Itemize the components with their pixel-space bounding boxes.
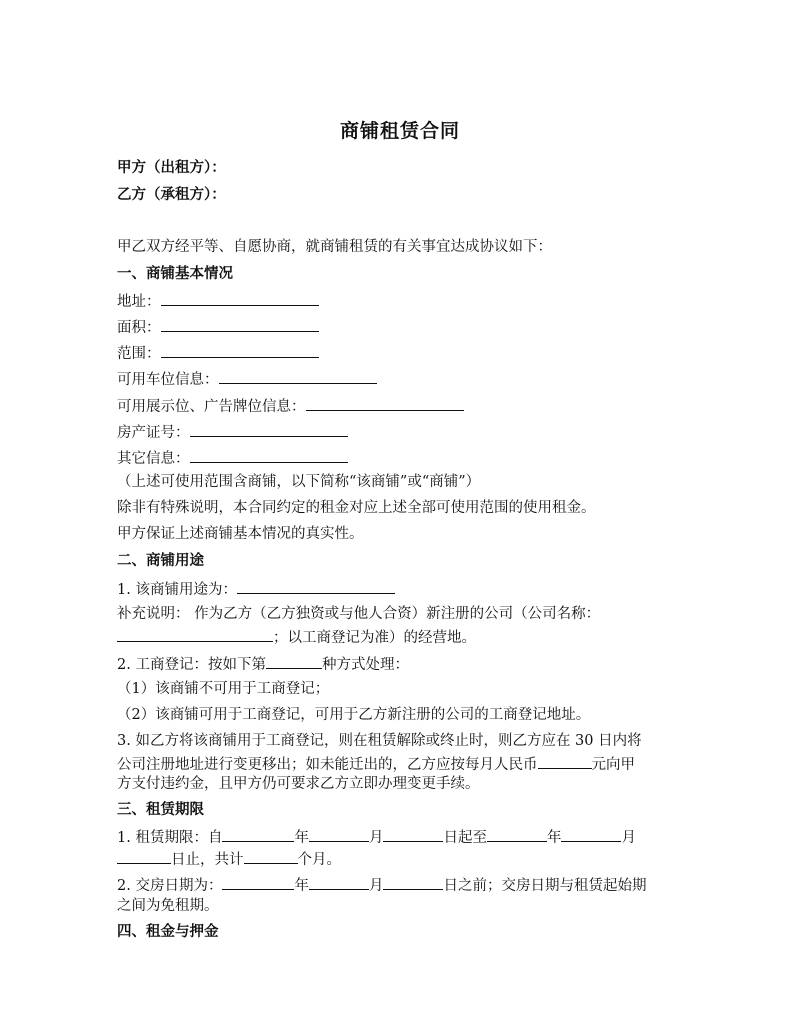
relocation-line-3: 方支付违约金，且甲方仍可要求乙方立即办理变更手续。 (117, 776, 480, 792)
display-label: 可用展示位、广告牌位信息： (117, 399, 306, 415)
delivery-line-1 (117, 874, 646, 896)
scope-note: （上述可使用范围含商铺，以下简称“该商铺”或“商铺”） (117, 474, 481, 490)
display-row (117, 395, 464, 417)
usage-blank[interactable] (237, 578, 395, 594)
intro-paragraph: 甲乙双方经平等、自愿协商，就商铺租赁的有关事宜达成协议如下： (117, 239, 552, 255)
address-blank[interactable] (161, 290, 319, 306)
relocation-text: 公司注册地址进行变更移出；如未能迁出的，乙方应按每月人民币 (117, 757, 538, 773)
party-b-label: 乙方（承租方）： (117, 186, 226, 203)
area-row (117, 316, 319, 338)
term-line-2 (117, 848, 341, 870)
parking-label: 可用车位信息： (117, 372, 219, 388)
address-label: 地址： (117, 294, 161, 310)
start-year-blank[interactable] (222, 826, 294, 842)
delivery-suffix: 日之前；交房日期与租赁起始期 (443, 878, 647, 894)
delivery-year-blank[interactable] (222, 874, 294, 890)
usage-label: 1. 该商铺用途为： (117, 582, 237, 598)
party-a-label: 甲方（出租方）： (117, 159, 226, 176)
delivery-month-blank[interactable] (309, 874, 369, 890)
registration-row (117, 653, 409, 675)
delivery-label: 2. 交房日期为： (117, 878, 223, 894)
area-blank[interactable] (161, 316, 319, 332)
registration-suffix: 种方式处理： (321, 657, 409, 673)
start-month-label: 月 (368, 830, 384, 846)
section-1-heading: 一、商铺基本情况 (117, 265, 233, 282)
section-3-heading: 三、租赁期限 (117, 801, 204, 818)
relocation-line-2 (117, 753, 635, 775)
delivery-day-blank[interactable] (383, 874, 443, 890)
section-2-heading: 二、商铺用途 (117, 552, 204, 569)
delivery-line-2: 之间为免租期。 (117, 898, 219, 914)
registration-option-2: （2）该商铺可用于工商登记，可用于乙方新注册的公司的工商登记地址。 (117, 707, 591, 723)
supplement-line-1: 补充说明： 作为乙方（乙方独资或与他人合资）新注册的公司（公司名称： (117, 606, 601, 622)
scope-blank[interactable] (161, 342, 319, 358)
start-day-blank[interactable] (383, 826, 443, 842)
supplement-suffix: ；以工商登记为准）的经营地。 (273, 630, 476, 646)
term-label: 1. 租赁期限：自 (117, 830, 223, 846)
penalty-amount-blank[interactable] (538, 753, 592, 769)
end-month-blank[interactable] (561, 826, 621, 842)
rent-note: 除非有特殊说明，本合同约定的租金对应上述全部可使用范围的使用租金。 (117, 500, 596, 516)
other-info-blank[interactable] (190, 447, 348, 463)
start-year-label: 年 (294, 830, 309, 846)
relocation-line-1: 3. 如乙方将该商铺用于工商登记，则在租赁解除或终止时，则乙方应在 30 日内将 (117, 733, 642, 749)
property-cert-row (117, 421, 348, 443)
registration-option-1: （1）该商铺不可用于工商登记； (117, 681, 330, 697)
scope-label: 范围： (117, 346, 161, 362)
term-line-1 (117, 826, 636, 848)
company-name-blank[interactable] (117, 626, 273, 642)
scope-row (117, 342, 319, 364)
end-year-label: 年 (546, 830, 562, 846)
end-year-blank[interactable] (487, 826, 547, 842)
other-info-row (117, 447, 348, 469)
total-months-blank[interactable] (244, 848, 298, 864)
end-month-label: 月 (621, 830, 636, 846)
registration-option-blank[interactable] (266, 653, 322, 669)
end-day-blank[interactable] (117, 848, 171, 864)
parking-blank[interactable] (219, 368, 377, 384)
guarantee-note: 甲方保证上述商铺基本情况的真实性。 (117, 526, 364, 542)
other-info-label: 其它信息： (117, 451, 190, 467)
display-blank[interactable] (306, 395, 464, 411)
registration-label: 2. 工商登记：按如下第 (117, 657, 266, 673)
supplement-line-2 (117, 626, 476, 648)
relocation-suffix: 元向甲 (591, 757, 635, 773)
usage-row (117, 578, 395, 600)
property-cert-label: 房产证号： (117, 425, 190, 441)
delivery-month-label: 月 (368, 878, 384, 894)
start-day-label: 日起至 (443, 830, 487, 846)
parking-row (117, 368, 377, 390)
total-months-label: 个月。 (297, 852, 341, 868)
end-day-label: 日止，共计 (171, 852, 244, 868)
document-title: 商铺租赁合同 (339, 120, 460, 142)
start-month-blank[interactable] (309, 826, 369, 842)
property-cert-blank[interactable] (190, 421, 348, 437)
section-4-heading: 四、租金与押金 (117, 923, 219, 940)
area-label: 面积： (117, 320, 161, 336)
delivery-year-label: 年 (294, 878, 309, 894)
address-row (117, 290, 319, 312)
